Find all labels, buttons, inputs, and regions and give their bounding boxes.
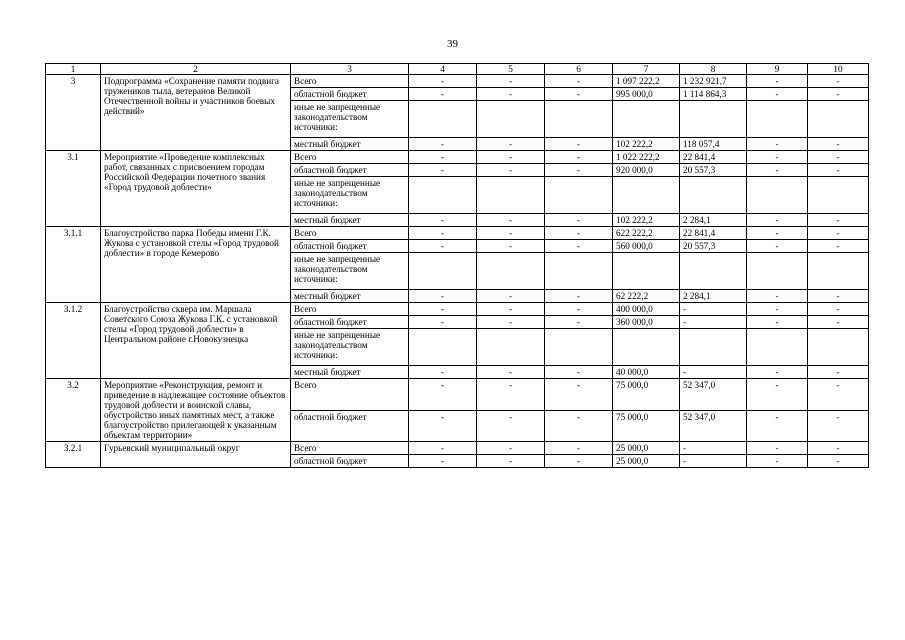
value-cell-c6: - [545, 366, 613, 379]
value-cell-c4: - [409, 214, 477, 227]
value-cell-c9: - [747, 138, 808, 151]
value-cell-c6: - [545, 164, 613, 177]
item-code: 3 [46, 75, 101, 151]
item-code: 3.2.1 [46, 442, 101, 468]
value-cell-c6: - [545, 290, 613, 303]
value-cell-c6 [545, 101, 613, 138]
table-row [46, 227, 869, 240]
value-cell-c7 [613, 329, 680, 366]
value-cell-c6: - [545, 410, 613, 442]
value-cell-c6: - [545, 138, 613, 151]
funding-source: местный бюджет [291, 290, 409, 303]
page-number: 39 [447, 38, 458, 50]
funding-source: Всего [291, 442, 409, 455]
funding-source: областной бюджет [291, 240, 409, 253]
value-cell-c9: - [747, 410, 808, 442]
header-cell: 5 [477, 64, 545, 75]
value-cell-c9: - [747, 290, 808, 303]
item-code: 3.1.2 [46, 303, 101, 379]
value-cell-c4 [409, 101, 477, 138]
value-cell-c10: - [808, 138, 869, 151]
value-cell-c10 [808, 101, 869, 138]
header-cell: 8 [680, 64, 747, 75]
funding-source: иные не запрещенные законодательством источники: [291, 177, 409, 214]
value-cell-c5: - [477, 316, 545, 329]
value-cell-c9: - [747, 214, 808, 227]
value-cell-c8: 2 284,1 [680, 214, 747, 227]
value-cell-c6: - [545, 455, 613, 468]
funding-source: иные не запрещенные законодательством источники: [291, 329, 409, 366]
funding-source: областной бюджет [291, 316, 409, 329]
value-cell-c7: 995 000,0 [613, 88, 680, 101]
header-cell: 3 [291, 64, 409, 75]
value-cell-c5 [477, 253, 545, 290]
value-cell-c8: 20 557,3 [680, 240, 747, 253]
value-cell-c6: - [545, 316, 613, 329]
value-cell-c7: 622 222,2 [613, 227, 680, 240]
funding-source: областной бюджет [291, 455, 409, 468]
value-cell-c7: 360 000,0 [613, 316, 680, 329]
value-cell-c10: - [808, 75, 869, 88]
value-cell-c5: - [477, 151, 545, 164]
value-cell-c7: 920 000,0 [613, 164, 680, 177]
value-cell-c7: 102 222,2 [613, 214, 680, 227]
value-cell-c8: - [680, 455, 747, 468]
value-cell-c9: - [747, 316, 808, 329]
value-cell-c7: 62 222,2 [613, 290, 680, 303]
item-name: Мероприятие «Реконструкция, ремонт и приведение в надлежащее состояние объектов трудовой доблести и воинской славы, обустройство иных памятных мест, а также благоустройство прилегающей к указанным объектам территории» [101, 379, 291, 442]
value-cell-c7 [613, 177, 680, 214]
value-cell-c9: - [747, 151, 808, 164]
item-name: Гурьевский муниципальный округ [101, 442, 291, 468]
value-cell-c10: - [808, 227, 869, 240]
value-cell-c6 [545, 253, 613, 290]
funding-source: областной бюджет [291, 164, 409, 177]
value-cell-c4: - [409, 75, 477, 88]
value-cell-c10: - [808, 290, 869, 303]
value-cell-c7 [613, 253, 680, 290]
value-cell-c8: 52 347,0 [680, 410, 747, 442]
value-cell-c8: 22 841,4 [680, 227, 747, 240]
value-cell-c10 [808, 329, 869, 366]
value-cell-c4: - [409, 303, 477, 316]
value-cell-c9: - [747, 379, 808, 411]
value-cell-c10: - [808, 455, 869, 468]
value-cell-c7: 75 000,0 [613, 379, 680, 411]
value-cell-c6: - [545, 214, 613, 227]
value-cell-c4: - [409, 316, 477, 329]
value-cell-c4: - [409, 227, 477, 240]
value-cell-c5: - [477, 138, 545, 151]
item-name: Благоустройство сквера им. Маршала Советского Союза Жукова Г.К. с установкой стелы «Город трудовой доблести» в Центральном районе г.Новокузнецка [101, 303, 291, 379]
header-cell: 4 [409, 64, 477, 75]
value-cell-c5: - [477, 88, 545, 101]
table-row [46, 75, 869, 88]
funding-source: областной бюджет [291, 88, 409, 101]
value-cell-c4: - [409, 379, 477, 411]
value-cell-c10: - [808, 214, 869, 227]
funding-source: местный бюджет [291, 214, 409, 227]
value-cell-c8: - [680, 442, 747, 455]
value-cell-c10: - [808, 442, 869, 455]
value-cell-c5: - [477, 240, 545, 253]
value-cell-c5: - [477, 410, 545, 442]
header-cell: 10 [808, 64, 869, 75]
value-cell-c6: - [545, 379, 613, 411]
funding-source: Всего [291, 379, 409, 411]
value-cell-c5 [477, 101, 545, 138]
value-cell-c5: - [477, 290, 545, 303]
funding-source: областной бюджет [291, 410, 409, 442]
value-cell-c9: - [747, 455, 808, 468]
value-cell-c10: - [808, 410, 869, 442]
value-cell-c6: - [545, 88, 613, 101]
value-cell-c7: 1 022 222,2 [613, 151, 680, 164]
header-cell: 7 [613, 64, 680, 75]
value-cell-c6: - [545, 151, 613, 164]
value-cell-c9: - [747, 303, 808, 316]
item-code: 3.1 [46, 151, 101, 227]
value-cell-c8: 20 557,3 [680, 164, 747, 177]
value-cell-c8: 1 114 864,3 [680, 88, 747, 101]
value-cell-c10: - [808, 316, 869, 329]
value-cell-c4: - [409, 455, 477, 468]
value-cell-c5: - [477, 303, 545, 316]
value-cell-c6: - [545, 240, 613, 253]
funding-source: иные не запрещенные законодательством источники: [291, 101, 409, 138]
value-cell-c7: 25 000,0 [613, 442, 680, 455]
value-cell-c6: - [545, 303, 613, 316]
value-cell-c10: - [808, 366, 869, 379]
value-cell-c8: 52 347,0 [680, 379, 747, 411]
value-cell-c10: - [808, 88, 869, 101]
value-cell-c5: - [477, 379, 545, 411]
value-cell-c8 [680, 329, 747, 366]
funding-source: иные не запрещенные законодательством источники: [291, 253, 409, 290]
value-cell-c4: - [409, 410, 477, 442]
header-cell: 6 [545, 64, 613, 75]
value-cell-c7: 560 000,0 [613, 240, 680, 253]
value-cell-c10: - [808, 240, 869, 253]
value-cell-c9 [747, 329, 808, 366]
value-cell-c5: - [477, 75, 545, 88]
value-cell-c4: - [409, 442, 477, 455]
funding-source: Всего [291, 303, 409, 316]
value-cell-c8: - [680, 316, 747, 329]
value-cell-c5: - [477, 442, 545, 455]
item-name: Мероприятие «Проведение комплексных работ, связанных с присвоением городам Российской Федерации почетного звания «Город трудовой доблести» [101, 151, 291, 227]
value-cell-c6 [545, 177, 613, 214]
value-cell-c9: - [747, 164, 808, 177]
value-cell-c9 [747, 253, 808, 290]
item-code: 3.1.1 [46, 227, 101, 303]
value-cell-c5 [477, 329, 545, 366]
table-row [46, 379, 869, 411]
value-cell-c10: - [808, 379, 869, 411]
value-cell-c9: - [747, 442, 808, 455]
value-cell-c4: - [409, 151, 477, 164]
header-cell: 1 [46, 64, 101, 75]
value-cell-c10: - [808, 151, 869, 164]
value-cell-c9: - [747, 240, 808, 253]
value-cell-c4: - [409, 240, 477, 253]
value-cell-c10: - [808, 303, 869, 316]
value-cell-c7 [613, 101, 680, 138]
budget-table [45, 63, 869, 468]
value-cell-c4 [409, 177, 477, 214]
table-row [46, 303, 869, 316]
value-cell-c9: - [747, 88, 808, 101]
value-cell-c4: - [409, 138, 477, 151]
value-cell-c4: - [409, 366, 477, 379]
value-cell-c4 [409, 253, 477, 290]
value-cell-c7: 102 222,2 [613, 138, 680, 151]
value-cell-c8: 1 232 921,7 [680, 75, 747, 88]
value-cell-c9: - [747, 366, 808, 379]
header-cell: 2 [101, 64, 291, 75]
value-cell-c8: 22 841,4 [680, 151, 747, 164]
value-cell-c6: - [545, 75, 613, 88]
value-cell-c7: 75 000,0 [613, 410, 680, 442]
value-cell-c5: - [477, 455, 545, 468]
value-cell-c8: 2 284,1 [680, 290, 747, 303]
value-cell-c6 [545, 329, 613, 366]
value-cell-c5: - [477, 366, 545, 379]
value-cell-c7: 40 000,0 [613, 366, 680, 379]
value-cell-c10 [808, 253, 869, 290]
value-cell-c8 [680, 177, 747, 214]
value-cell-c10 [808, 177, 869, 214]
table-row [46, 151, 869, 164]
value-cell-c6: - [545, 227, 613, 240]
value-cell-c4 [409, 329, 477, 366]
value-cell-c4: - [409, 164, 477, 177]
value-cell-c9 [747, 101, 808, 138]
value-cell-c7: 1 097 222,2 [613, 75, 680, 88]
value-cell-c5: - [477, 164, 545, 177]
funding-source: Всего [291, 151, 409, 164]
value-cell-c10: - [808, 164, 869, 177]
funding-source: местный бюджет [291, 138, 409, 151]
table-row [46, 442, 869, 455]
value-cell-c9: - [747, 75, 808, 88]
item-name: Благоустройство парка Победы имени Г.К. Жукова с установкой стелы «Город трудовой доблести» в городе Кемерово [101, 227, 291, 303]
value-cell-c7: 400 000,0 [613, 303, 680, 316]
item-name: Подпрограмма «Сохранение памяти подвига тружеников тыла, ветеранов Великой Отечественной войны и участников боевых действий» [101, 75, 291, 151]
header-cell: 9 [747, 64, 808, 75]
value-cell-c8: 118 057,4 [680, 138, 747, 151]
value-cell-c8 [680, 101, 747, 138]
header-row [46, 64, 869, 75]
value-cell-c6: - [545, 442, 613, 455]
value-cell-c8: - [680, 366, 747, 379]
value-cell-c9 [747, 177, 808, 214]
value-cell-c4: - [409, 290, 477, 303]
value-cell-c9: - [747, 227, 808, 240]
funding-source: Всего [291, 227, 409, 240]
value-cell-c5: - [477, 214, 545, 227]
value-cell-c5 [477, 177, 545, 214]
value-cell-c8 [680, 253, 747, 290]
funding-source: местный бюджет [291, 366, 409, 379]
value-cell-c5: - [477, 227, 545, 240]
value-cell-c8: - [680, 303, 747, 316]
value-cell-c7: 25 000,0 [613, 455, 680, 468]
funding-source: Всего [291, 75, 409, 88]
item-code: 3.2 [46, 379, 101, 442]
value-cell-c4: - [409, 88, 477, 101]
